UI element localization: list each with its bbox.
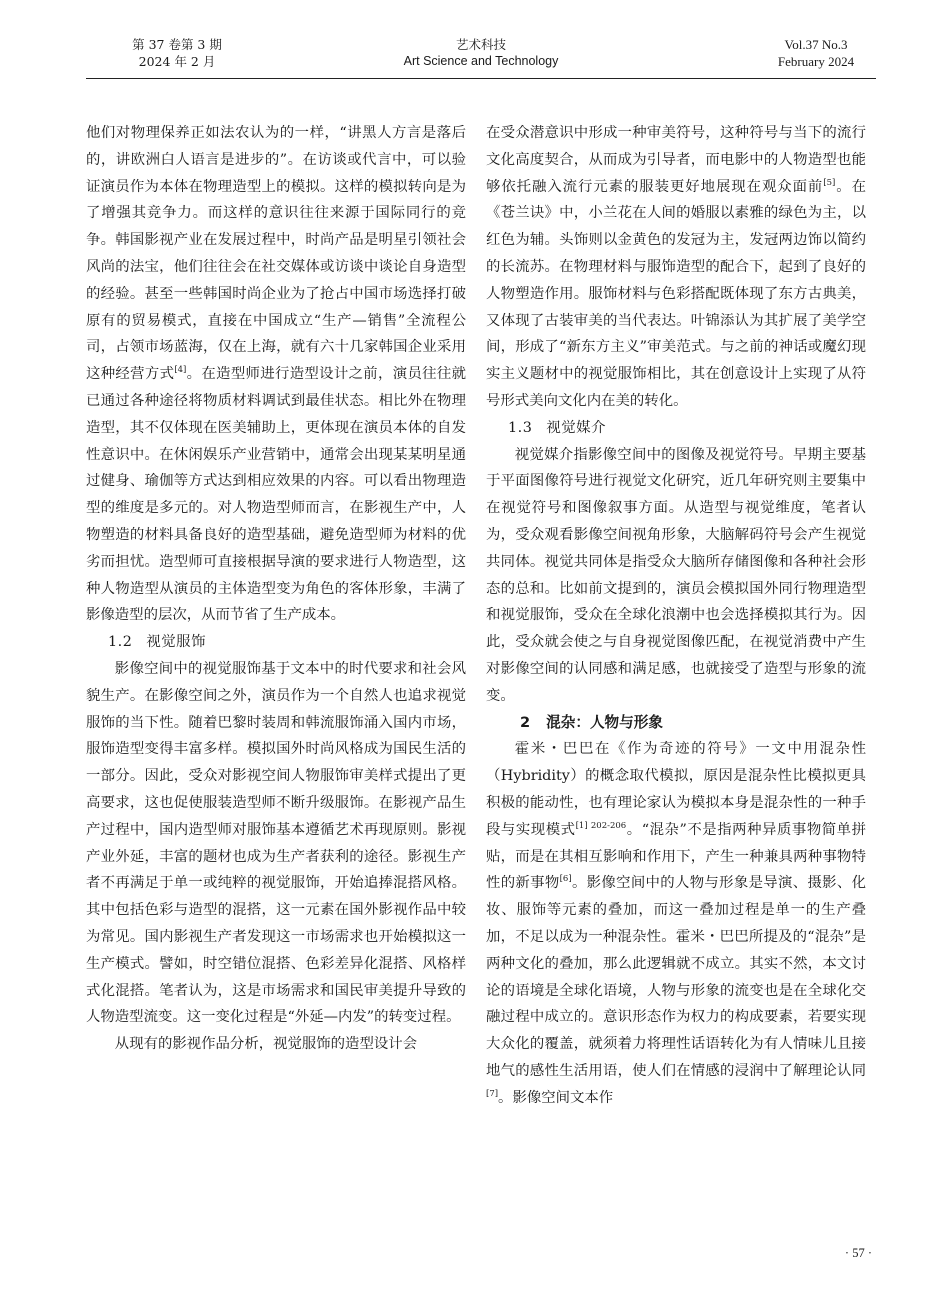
paragraph: 视觉媒介指影像空间中的图像及视觉符号。早期主要基于平面图像符号进行视觉文化研究，近几年研究则主要集中在视觉符号和图像叙事方面。从造型与视觉维度，笔者认为，受众观看影像空间视角形象，大脑解码符号会产生视觉共同体。视觉共同体是指受众大脑所存储图像和各种社会形态的总和。比如前文提到的，演员会模拟国外同行物理造型和视觉服饰，受众在全球化浪潮中也会选择模拟其行为。因此，受众就会使之与自身视觉图像匹配，在视觉消费中产生对影像空间的认同感和满足感，也就接受了造型与形象的流变。 <box>486 446 866 704</box>
section-number: 1.3 <box>508 419 533 436</box>
paragraph-text: 霍米・巴巴在《作为奇迹的符号》一文中用混杂性（Hybridity）的概念取代模拟，原因是混杂性比模拟更具积极的能动性，也有理论家认为模拟本身是混杂性的一种手段与实现模式 <box>486 741 866 838</box>
citation: [4] <box>174 365 187 376</box>
section-number: 2 <box>520 713 531 731</box>
section-number: 1.2 <box>108 634 133 651</box>
section-heading-2 <box>486 710 866 737</box>
paragraph <box>86 120 466 629</box>
journal-issue-en <box>756 36 876 70</box>
section-title: 视觉媒介 <box>546 419 606 436</box>
paragraph: 影像空间中的视觉服饰基于文本中的时代要求和社会风貌生产。在影像空间之外，演员作为一个自然人也追求视觉服饰的当下性。随着巴黎时装周和韩流服饰涌入国内市场，服饰造型变得丰富多样。模拟国外时尚风格成为国民生活的一部分。因此，受众对影视空间人物服饰审美样式提出了更高要求，这也促使服装造型师不断升级服饰。在影视产品生产过程中，国内造型师对服饰基本遵循艺术再现原则。影视产业外延，丰富的题材也成为生产者获利的途径。影视生产者不再满足于单一或纯粹的视觉服饰，开始追捧混搭风格。其中包括色彩与造型的混搭，这一元素在国外影视作品中较为常见。国内影视生产者发现这一市场需求也开始模拟这一生产模式。譬如，时空错位混搭、色彩差异化混搭、风格样式化混搭。笔者认为，这是市场需求和国民审美提升导致的人物造型流变。这一变化过程是“外延—内发”的转变过程。 <box>86 660 466 1026</box>
paragraph-text: 。“混杂”不是指两种异质事物简单拼贴，而是在其相互影响和作用下，产生一种兼具两种事物特性的新事物 <box>486 821 867 892</box>
journal-title-cn: 艺术科技 <box>455 37 506 52</box>
section-heading-1-3 <box>486 415 866 442</box>
issue-volume-en: Vol.37 No.3 <box>784 37 848 52</box>
paragraph: 从现有的影视作品分析，视觉服饰的造型设计会 <box>114 1036 418 1053</box>
header-rule <box>86 78 876 79</box>
journal-title-en: Art Science and Technology <box>403 54 559 68</box>
page-number: · 57 · <box>844 1246 872 1260</box>
citation: [6] <box>559 874 572 885</box>
issue-date: 2024 年 2 月 <box>138 54 216 69</box>
issue-date-en: February 2024 <box>777 54 855 69</box>
paragraph-text: 。影像空间文本作 <box>498 1089 614 1106</box>
running-header <box>86 36 876 80</box>
right-column <box>486 120 866 1111</box>
section-heading-1-2 <box>86 629 466 656</box>
citation: [1] 202-206 <box>575 820 627 831</box>
paragraph-text: 他们对物理保养正如法农认为的一样，“讲黑人方言是落后的，讲欧洲白人语言是进步的”。在访谈或代言中，可以验证演员作为本体在物理造型上的模拟。这样的模拟转向是为了增强其竞争力。而这样的意识往往来源于国际同行的竞争。韩国影视产业在发展过程中，时尚产品是明星引领社会风尚的法宝，他们往往会在社交媒体或访谈中谈论自身造型的经验。甚至一些韩国时尚企业为了抢占中国市场选择打破原有的贸易模式，直接在中国成立“生产—销售”全流程公司，占领市场蓝海，仅在上海，就有六十几家韩国企业采用这种经营方式 <box>86 125 466 383</box>
citation: [7] <box>486 1088 499 1099</box>
paragraph-text: 。在《苍兰诀》中，小兰花在人间的婚服以素雅的绿色为主，以红色为辅。头饰则以金黄色的发冠为主，发冠两边饰以简约的长流苏。在物理材料与服饰造型的配合下，起到了良好的人物塑造作用。服饰材料与色彩搭配既体现了东方古典美，又体现了古装审美的当代表达。叶锦添认为其扩展了美学空间，形成了“新东方主义”审美范式。与之前的神话或魔幻现实主义题材中的视觉服饰相比，其在创意设计上实现了从符号形式美向文化内在美的转化。 <box>486 178 866 409</box>
paragraph-text: 在受众潜意识中形成一种审美符号，这种符号与当下的流行文化高度契合，从而成为引导者，而电影中的人物造型也能够依托融入流行元素的服装更好地展现在观众面前 <box>486 125 866 195</box>
paragraph <box>486 120 866 415</box>
paragraph-text: 。在造型师进行造型设计之前，演员往往就已通过各种途径将物质材料调试到最佳状态。相比外在物理造型，其不仅体现在医美辅助上，更体现在演员本体的自发性意识中。在休闲娱乐产业营销中，通常会出现某某明星通过健身、瑜伽等方式达到相应效果的内容。可以看出物理造型的维度是多元的。对人物造型师而言，在影视生产中，人物塑造的材料具备良好的造型基础，避免造型师为材料的优劣而担忧。造型师可直接根据导演的要求进行人物造型，这种人物造型从演员的主体造型变为角色的客体形象，丰满了影像造型的层次，从而节省了生产成本。 <box>86 366 466 624</box>
paragraph <box>486 736 866 1111</box>
section-title: 混杂：人物与形象 <box>546 713 663 731</box>
left-column <box>86 120 466 1058</box>
citation: [5] <box>823 177 836 188</box>
issue-volume: 第 37 卷第 3 期 <box>132 37 222 52</box>
section-title: 视觉服饰 <box>146 634 206 651</box>
paragraph-text: 。影像空间中的人物与形象是导演、摄影、化妆、服饰等元素的叠加，而这一叠加过程是单一的生产叠加，不足以成为一种混杂性。霍米・巴巴所提及的“混杂”是两种文化的叠加，那么此逻辑就不成立。其实不然，本文讨论的语境是全球化语境，人物与形象的流变也是在全球化交融过程中成立的。意识形态作为权力的构成要素，若要实现大众化的覆盖，就须着力将理性话语转化为有人情味儿且接地气的感性生活用语，使人们在情感的浸润中了解理论认同 <box>486 875 866 1079</box>
